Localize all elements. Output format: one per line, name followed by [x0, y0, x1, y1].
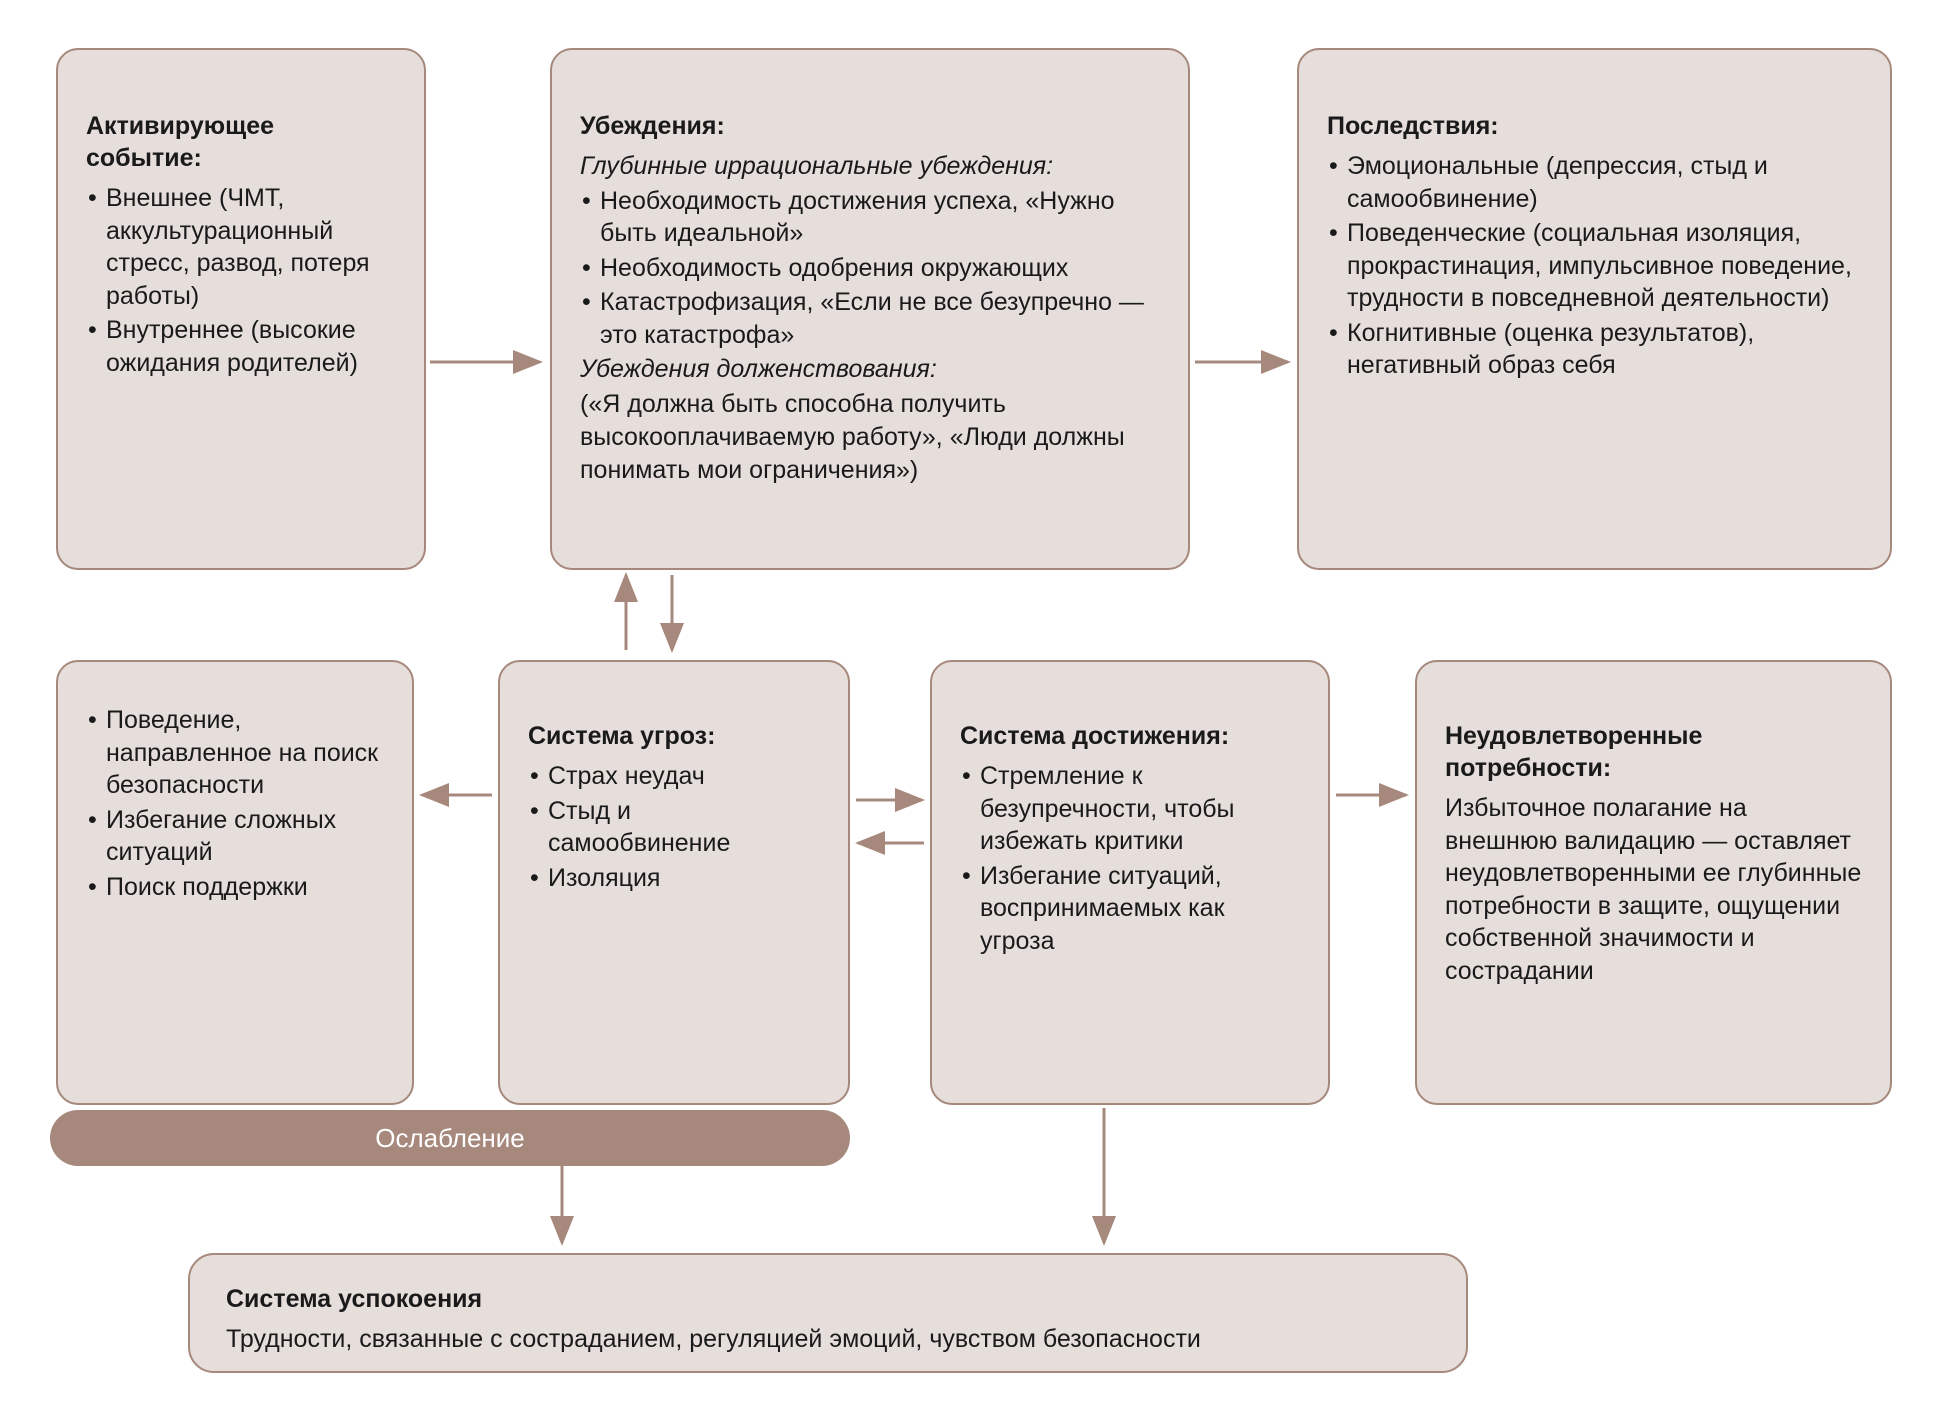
list-item: • Необходимость достижения успеха, «Нужно быть идеальной»	[580, 185, 1160, 250]
achievement-system-list	[960, 760, 1300, 957]
soothing-system-paragraph: Трудности, связанные с состраданием, регуляцией эмоций, чувством безопасности	[226, 1325, 1201, 1353]
list-item: • Когнитивные (оценка результатов), негативный образ себя	[1327, 317, 1862, 382]
beliefs-paragraph: («Я должна быть способна получить высокооплачиваемую работу», «Люди должны понимать мои ограничения»)	[580, 389, 1125, 484]
box-safety-behaviour	[56, 660, 414, 1105]
needs-title-line2: потребности:	[1445, 754, 1612, 782]
list-item: • Поведение, направленное на поиск безопасности	[86, 704, 384, 802]
box-unmet-needs	[1415, 660, 1892, 1105]
list-item: • Поведенческие (социальная изоляция, прокрастинация, импульсивное поведение, трудности в повседневной деятельности)	[1327, 217, 1862, 315]
banner-weakening-label: Ослабление	[375, 1122, 525, 1153]
box-unmet-needs-title	[1445, 720, 1862, 784]
list-item: • Страх неудач	[528, 760, 820, 793]
safety-behaviour-list	[86, 704, 384, 903]
box-beliefs	[550, 48, 1190, 570]
box-activating-event-title	[86, 110, 396, 174]
box-threat-system-title: Система угроз:	[528, 722, 716, 750]
box-activating-event	[56, 48, 426, 570]
list-item: • Стыд и самообвинение	[528, 795, 820, 860]
box-achievement-system	[930, 660, 1330, 1105]
beliefs-list	[580, 185, 1160, 352]
box-soothing-system-title: Система успокоения	[226, 1285, 483, 1313]
threat-system-list	[528, 760, 820, 894]
consequences-list	[1327, 150, 1862, 382]
activating-title-line2: событие:	[86, 144, 202, 172]
beliefs-subtitle-should: Убеждения долженствования:	[580, 355, 937, 383]
activating-event-list	[86, 182, 396, 379]
box-consequences-title: Последствия:	[1327, 112, 1499, 140]
list-item: • Изоляция	[528, 862, 820, 895]
unmet-needs-paragraph: Избыточное полагание на внешнюю валидацию — оставляет неудовлетворенными ее глубинные потребности в защите, ощущении собственной значимости и сострадании	[1445, 794, 1862, 985]
box-achievement-system-title: Система достижения:	[960, 722, 1230, 750]
box-beliefs-title: Убеждения:	[580, 112, 725, 140]
list-item: • Избегание сложных ситуаций	[86, 804, 384, 869]
list-item: • Внешнее (ЧМТ, аккультурационный стресс, развод, потеря работы)	[86, 182, 396, 312]
list-item: • Катастрофизация, «Если не все безупречно — это катастрофа»	[580, 286, 1160, 351]
banner-weakening	[50, 1110, 850, 1166]
box-threat-system	[498, 660, 850, 1105]
list-item: • Избегание ситуаций, воспринимаемых как угроза	[960, 860, 1300, 958]
beliefs-subtitle-core: Глубинные иррациональные убеждения:	[580, 152, 1054, 180]
list-item: • Внутреннее (высокие ожидания родителей)	[86, 314, 396, 379]
list-item: • Эмоциональные (депрессия, стыд и самообвинение)	[1327, 150, 1862, 215]
activating-title-line1: Активирующее	[86, 112, 275, 140]
list-item: • Стремление к безупречности, чтобы избежать критики	[960, 760, 1300, 858]
box-soothing-system	[188, 1253, 1468, 1373]
box-consequences	[1297, 48, 1892, 570]
list-item: • Необходимость одобрения окружающих	[580, 252, 1160, 285]
needs-title-line1: Неудовлетворенные	[1445, 722, 1703, 750]
list-item: • Поиск поддержки	[86, 871, 384, 904]
